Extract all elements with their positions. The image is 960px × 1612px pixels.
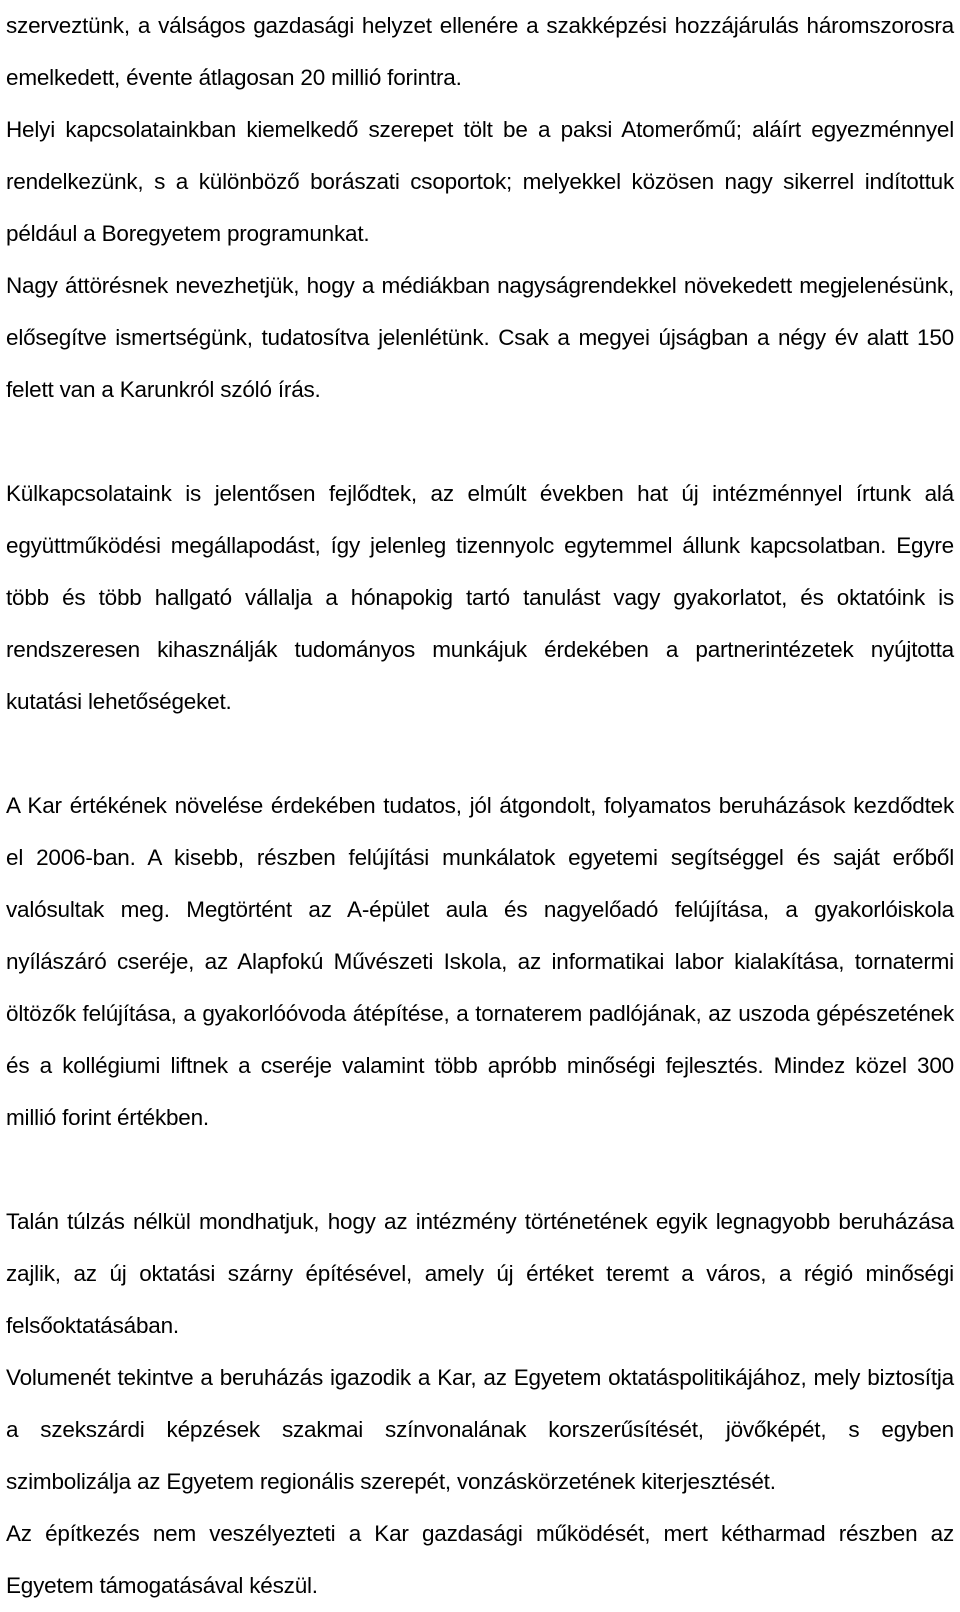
paragraph-volume: Volumenét tekintve a beruházás igazodik a Kar, az Egyetem oktatáspolitikájához, mely biztosítja a szekszárdi képzések szakmai színvonalának korszerűsítését, jövőképét, s egyben szimbolizálja az Egyetem regionális szerepét, vonzáskörzetének kiterjesztését. (6, 1365, 954, 1494)
paragraph-foreign-relations: Külkapcsolataink is jelentősen fejlődtek, az elmúlt években hat új intézménnyel írtunk alá együttműködési megállapodást, így jelenleg tizennyolc egytemmel állunk kapcsolatban. Egyre több és több hallgató vállalja a hónapokig tartó tanulást vagy gyakorlatot, és oktatóink is rendszeresen kihasználják tudományos munkájuk érdekében a partnerintézetek nyújtotta kutatási lehetőségeket. (6, 481, 954, 714)
paragraph-local-relations: Helyi kapcsolatainkban kiemelkedő szerepet tölt be a paksi Atomerőmű; aláírt egyezménnyel rendelkezünk, s a különböző borászati csoportok; melyekkel közösen nagy sikerrel indítottuk például a Boregyetem programunkat. (6, 117, 954, 246)
paragraph-spacer (6, 1144, 954, 1196)
paragraph-scholarship: szerveztünk, a válságos gazdasági helyzet ellenére a szakképzési hozzájárulás háromszorosra emelkedett, évente átlagosan 20 millió forintra. (6, 13, 954, 90)
paragraph-new-wing: Talán túlzás nélkül mondhatjuk, hogy az intézmény történetének egyik legnagyobb beruházása zajlik, az új oktatási szárny építésével, amely új értéket teremt a város, a régió minőségi felsőoktatásában. (6, 1209, 954, 1338)
paragraph-spacer (6, 728, 954, 780)
paragraph-spacer (6, 416, 954, 468)
document-page (6, 0, 954, 1612)
paragraph-investments: A Kar értékének növelése érdekében tudatos, jól átgondolt, folyamatos beruházások kezdődtek el 2006-ban. A kisebb, részben felújítási munkálatok egyetemi segítséggel és saját erőből valósultak meg. Megtörtént az A-épület aula és nagyelőadó felújítása, a gyakorlóiskola nyílászáró cseréje, az Alapfokú Művészeti Iskola, az informatikai labor kialakítása, tornatermi öltözők felújítása, a gyakorlóóvoda átépítése, a tornaterem padlójának, az uszoda gépészetének és a kollégiumi liftnek a cseréje valamint több apróbb minőségi fejlesztés. Mindez közel 300 millió forint értékben. (6, 793, 954, 1130)
paragraph-funding: Az építkezés nem veszélyezteti a Kar gazdasági működését, mert kétharmad részben az Egyetem támogatásával készül. (6, 1521, 954, 1598)
paragraph-media: Nagy áttörésnek nevezhetjük, hogy a médiákban nagyságrendekkel növekedett megjelenésünk, elősegítve ismertségünk, tudatosítva jelenlétünk. Csak a megyei újságban a négy év alatt 150 felett van a Karunkról szóló írás. (6, 273, 954, 402)
